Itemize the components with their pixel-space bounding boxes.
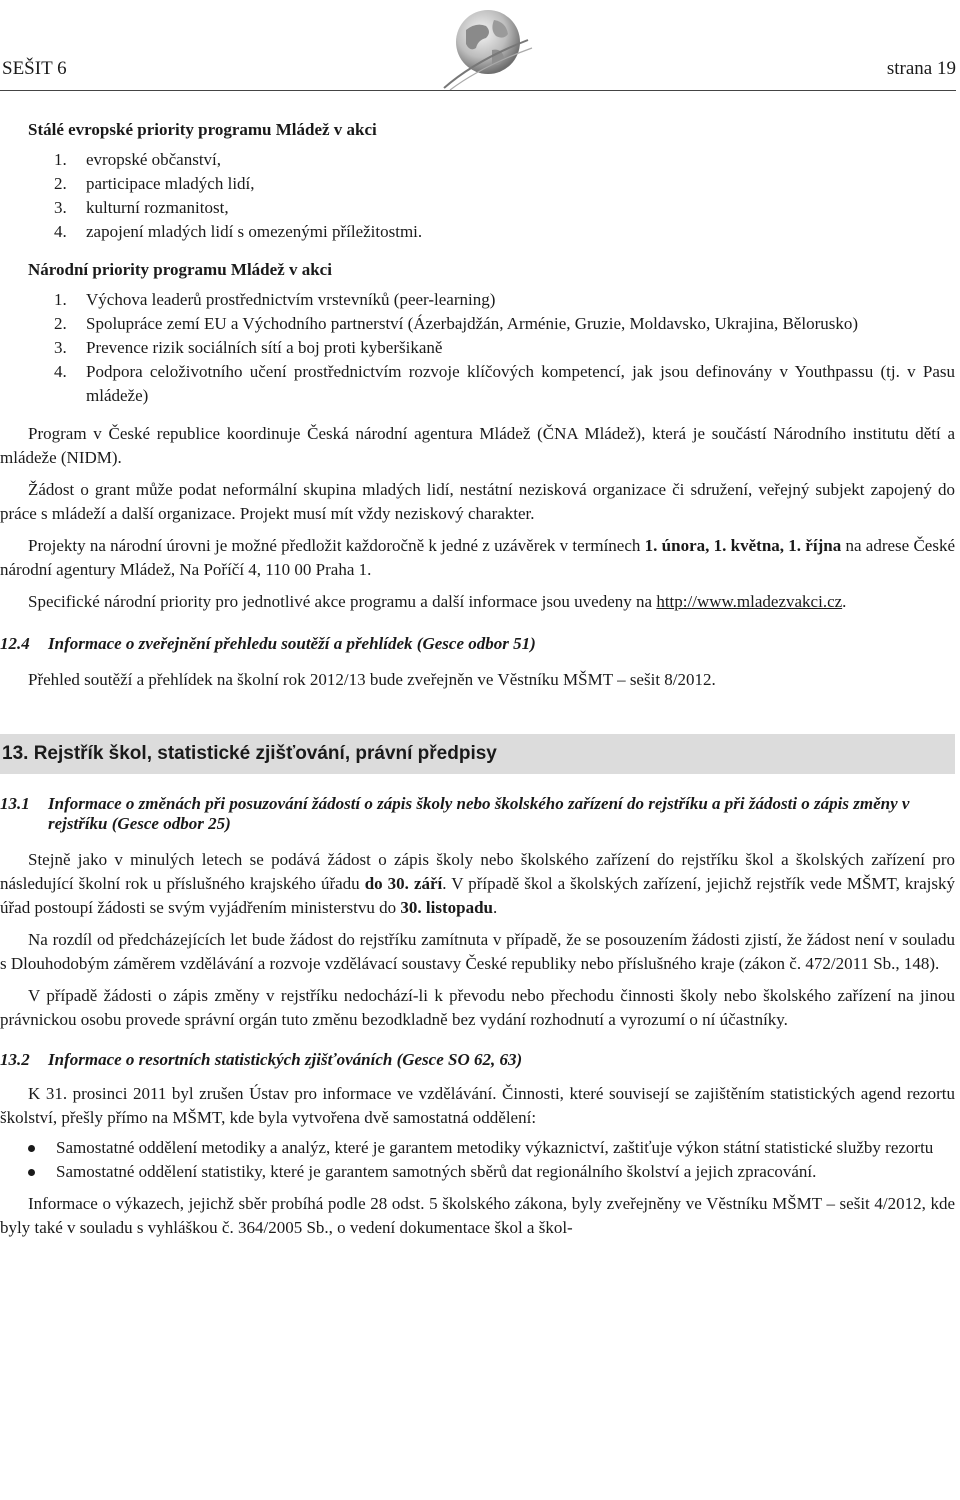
section-13-1-paragraph-3: V případě žádosti o zápis změny v rejstříku nedochází-li k převodu nebo přechodu činnosti školy nebo školského zařízení na jinou právnickou osobu provede správní orgán tuto změnu bezodkladně bez vydání rozhodnutí a vyrozumí o ní účastníky. [0,986,955,1029]
list-item: 2. participace mladých lidí, [54,174,255,193]
section-13-2-bullets [0,1136,955,1184]
header-issue: SEŠIT 6 [2,58,67,79]
section-12-4-heading: 12.4 Informace o zveřejnění přehledu soutěží a přehlídek (Gesce odbor 51) [0,634,536,653]
section-13-2-paragraph-2: Informace o výkazech, jejichž sběr probíhá podle 28 odst. 5 školského zákona, byly zveřejněny ve Věstníku MŠMT – sešit 4/2012, kde byly také v souladu s vyhláškou č. 364/2005 Sb., o vedení dokumentace škol a škol- [0,1194,955,1237]
section-13-1-heading: 13.1 Informace o změnách při posuzování žádostí o zápis školy nebo školského zařízení do rejstříku a při žádosti o zápis změny v rejstříku (Gesce odbor 25) [0,794,910,833]
header-rule [0,90,956,91]
header-page-number: strana 19 [886,58,956,79]
globe-logo-icon [436,0,536,94]
paragraph-coordination: Program v České republice koordinuje Česká národní agentura Mládež (ČNA Mládež), která je součástí Národního institutu dětí a mládeže (NIDM). [0,424,955,467]
narodni-priority-list [0,288,955,408]
list-item: 1. evropské občanství, [54,150,222,169]
bullet-icon [28,1169,35,1176]
section-13-1-paragraph-1: Stejně jako v minulých letech se podává žádost o zápis školy nebo školského zařízení do rejstříku škol a školských zařízení pro následující školní rok u příslušného krajského úřadu do 30. září. V případě škol a školských zařízení, jejichž rejstřík vede MŠMT, krajský úřad postoupí žádosti se svým vyjádřením ministerstvu do 30. listopadu. [0,850,955,917]
paragraph-specific-priorities: Specifické národní priority pro jednotlivé akce programu a další informace jsou uvedeny na http://www.mladezvakci.cz. [28,592,847,611]
list-item: 4. zapojení mladých lidí s omezenými příležitostmi. [54,222,423,241]
list-item: 2. Spolupráce zemí EU a Východního partnerství (Ázerbajdžán, Arménie, Gruzie, Moldavsko, Ukrajina, Bělorusko) [54,314,859,333]
chapter-13-heading: 13. Rejstřík škol, statistické zjišťování, právní předpisy [0,734,955,774]
list-item: 4. Podpora celoživotního učení prostřednictvím rozvoje klíčových kompetencí, jak jsou definovány v Youthpassu (tj. v Pasu mládeže) [54,362,955,405]
narodni-priority-heading: Národní priority programu Mládež v akci [28,260,332,279]
mladezvakci-link[interactable]: http://www.mladezvakci.cz [656,592,843,611]
list-item: 3. kulturní rozmanitost, [54,198,229,217]
list-item: Samostatné oddělení statistiky, které je garantem samotných sběrů dat regionálního školství a jejich zpracování. [28,1160,955,1184]
section-13-2-paragraph-1: K 31. prosinci 2011 byl zrušen Ústav pro informace ve vzdělávání. Činnosti, které souvisejí se zajištěním statistických agend rezortu školství, přešly přímo na MŠMT, kde byla vytvořena dvě samostatná oddělení: [0,1084,955,1127]
page-content [0,118,955,1240]
list-item: 1. Výchova leaderů prostřednictvím vrstevníků (peer-learning) [54,290,496,309]
stale-priority-heading: Stálé evropské priority programu Mládež v akci [28,120,377,139]
list-item: Samostatné oddělení metodiky a analýz, které je garantem metodiky výkaznictví, zaštiťuje výkon státní statistické služby rezortu [28,1136,955,1160]
bullet-icon [28,1145,35,1152]
section-13-1-paragraph-2: Na rozdíl od předcházejících let bude žádost do rejstříku zamítnuta v případě, že se posouzením žádosti zjistí, že žádost není v souladu s Dlouhodobým záměrem vzdělávání a rozvoje vzdělávací soustavy České republiky nebo příslušného kraje (zákon č. 472/2011 Sb., 148). [0,930,955,973]
paragraph-deadlines: Projekty na národní úrovni je možné předložit každoročně k jedné z uzávěrek v termínech 1. února, 1. května, 1. října na adrese České národní agentury Mládež, Na Poříčí 4, 110 00 Praha 1. [0,536,955,579]
paragraph-grant: Žádost o grant může podat neformální skupina mladých lidí, nestátní nezisková organizace či sdružení, veřejný subjekt zapojený do práce s mládeží a další organizace. Projekt musí mít vždy neziskový charakter. [0,480,955,523]
list-item: 3. Prevence rizik sociálních sítí a boj proti kyberšikaně [54,338,443,357]
section-12-4-body: Přehled soutěží a přehlídek na školní rok 2012/13 bude zveřejněn ve Věstníku MŠMT – sešit 8/2012. [28,670,716,689]
stale-priority-list [0,148,955,244]
section-13-2-heading: 13.2 Informace o resortních statistických zjišťováních (Gesce SO 62, 63) [0,1050,523,1069]
